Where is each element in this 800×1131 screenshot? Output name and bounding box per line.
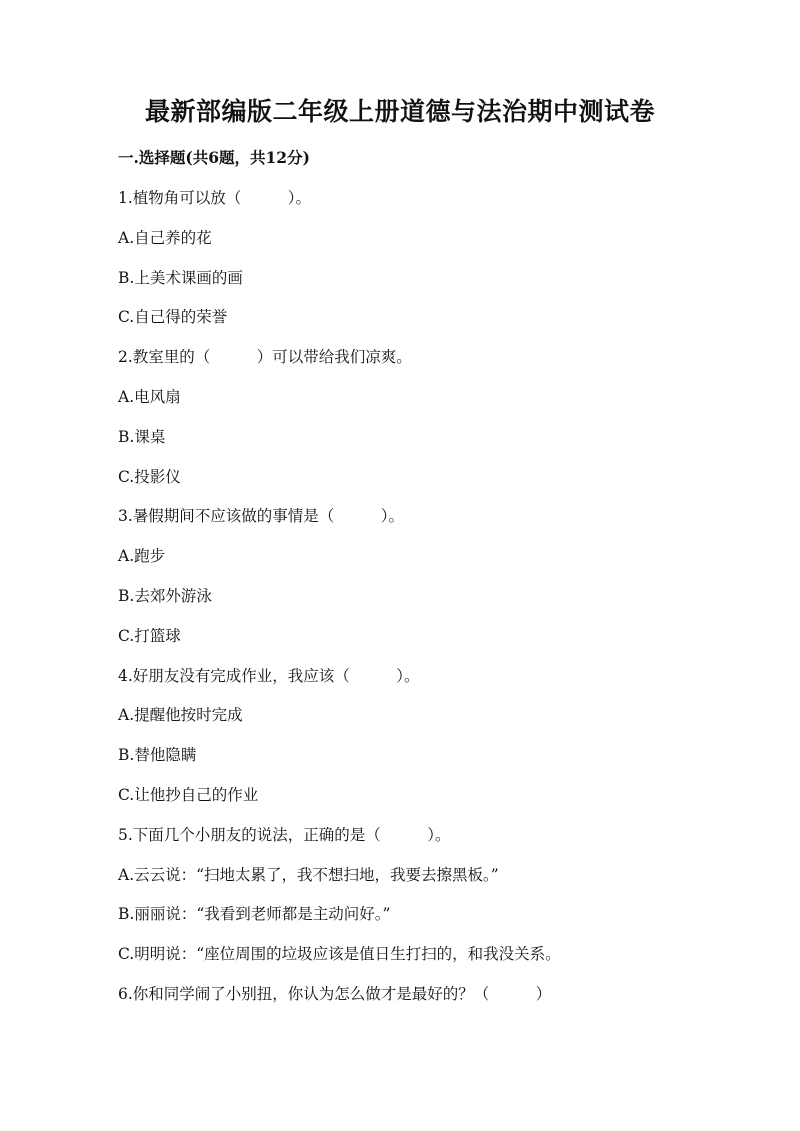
answer-option: C.让他抄自己的作业 bbox=[118, 785, 259, 804]
answer-option: A.提醒他按时完成 bbox=[118, 706, 243, 725]
answer-option: A.电风扇 bbox=[118, 387, 181, 406]
question-stem: 1.植物角可以放（ ）。 bbox=[118, 189, 312, 207]
answer-option: C.明明说：“座位周围的垃圾应该是值日生打扫的，和我没关系。 bbox=[118, 945, 561, 964]
question-list bbox=[118, 186, 758, 1022]
answer-option: A.云云说：“扫地太累了，我不想扫地，我要去擦黑板。” bbox=[118, 865, 499, 884]
answer-option: C.投影仪 bbox=[118, 467, 181, 486]
question-stem: 5.下面几个小朋友的说法，正确的是（ ）。 bbox=[118, 825, 451, 844]
answer-option: B.替他隐瞒 bbox=[118, 746, 197, 765]
answer-option: B.上美术课画的画 bbox=[118, 268, 243, 287]
answer-option: C.打篮球 bbox=[118, 626, 181, 645]
answer-option: A.跑步 bbox=[118, 547, 166, 566]
page-title: 最新部编版二年级上册道德与法治期中测试卷 bbox=[144, 97, 655, 126]
answer-option: B.课桌 bbox=[118, 427, 166, 446]
question-stem: 6.你和同学闹了小别扭，你认为怎么做才是最好的？（ ） bbox=[118, 984, 552, 1003]
question-stem: 3.暑假期间不应该做的事情是（ ）。 bbox=[118, 507, 405, 526]
section-heading: 一.选择题(共6题，共12分) bbox=[118, 148, 310, 167]
answer-option: A.自己养的花 bbox=[118, 228, 212, 247]
answer-option: C.自己得的荣誉 bbox=[118, 308, 228, 327]
answer-option: B.丽丽说：“我看到老师都是主动问好。” bbox=[118, 905, 391, 924]
answer-option: B.去郊外游泳 bbox=[118, 586, 212, 605]
question-stem: 2.教室里的（ ）可以带给我们凉爽。 bbox=[118, 348, 412, 367]
question-stem: 4.好朋友没有完成作业，我应该（ ）。 bbox=[118, 666, 420, 685]
